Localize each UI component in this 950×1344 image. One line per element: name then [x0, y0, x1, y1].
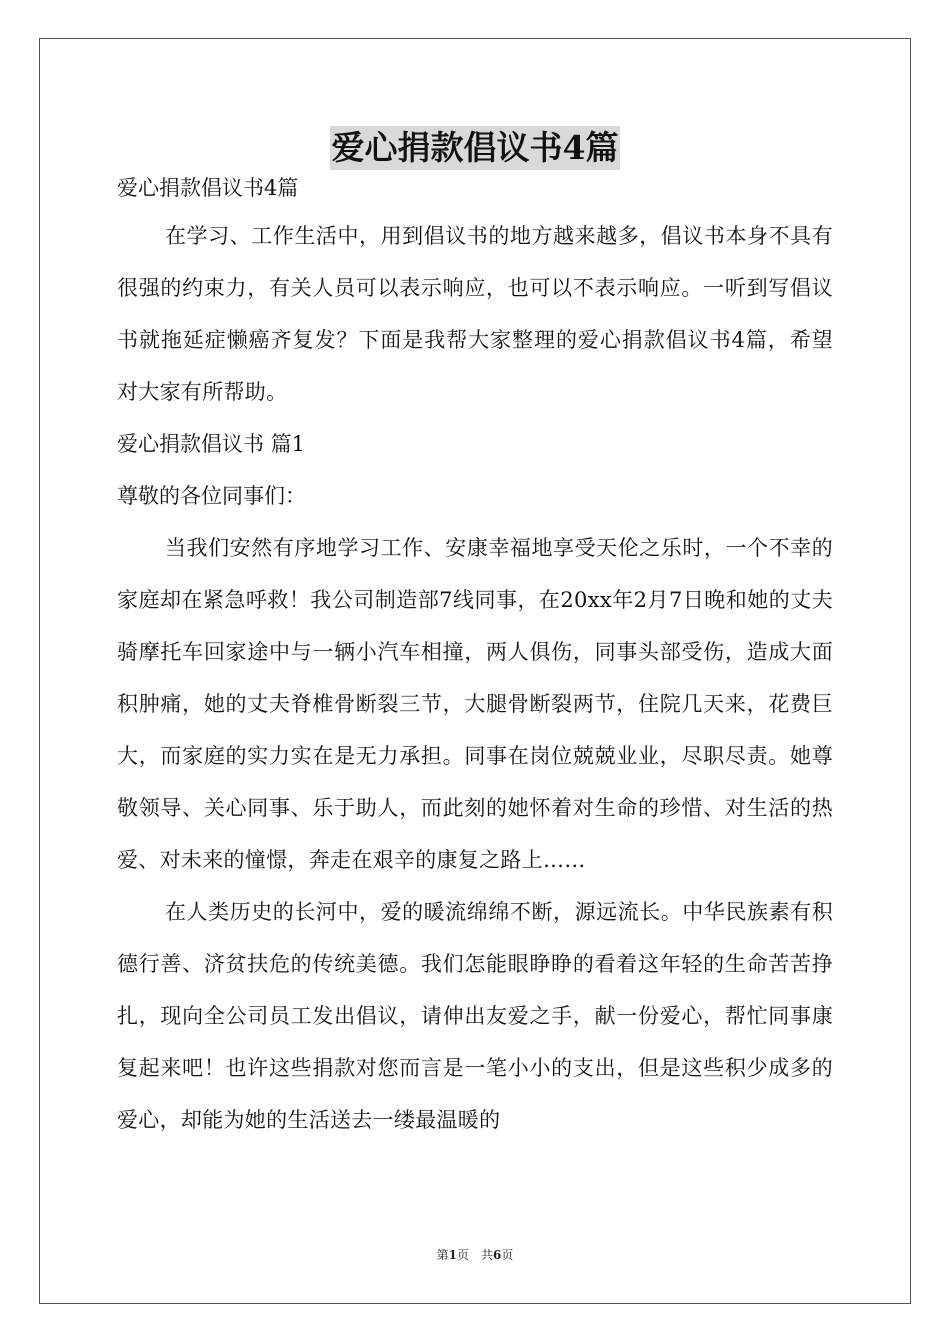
page-suffix: 页 — [501, 1248, 514, 1262]
body-paragraph-2: 在人类历史的长河中，爱的暖流绵绵不断，源远流长。中华民族素有积德行善、济贫扶危的传统美德。我们怎能眼睁睁的看着这年轻的生命苦苦挣扎，现向全公司员工发出倡议，请伸出友爱之手，献一份爱心，帮忙同事康复起来吧！也许这些捐款对您而言是一笔小小的支出，但是这些积少成多的爱心，却能为她的生活送去一缕最温暖的 — [117, 900, 833, 1132]
page-footer — [0, 1246, 950, 1263]
current-page-number: 1 — [448, 1248, 457, 1262]
document-title: 爱心捐款倡议书4篇 — [330, 126, 621, 170]
document-subtitle: 爱心捐款倡议书4篇 — [117, 176, 299, 200]
section-heading: 爱心捐款倡议书 篇1 — [117, 432, 306, 456]
body-paragraph-1: 当我们安然有序地学习工作、安康幸福地享受天伦之乐时，一个不幸的家庭却在紧急呼救！我公司制造部7线同事，在20xx年2月7日晚和她的丈夫骑摩托车回家途中与一辆小汽车相撞，两人俱伤，同事头部受伤，造成大面积肿痛，她的丈夫脊椎骨断裂三节，大腿骨断裂两节，住院几天来，花费巨大，而家庭的实力实在是无力承担。同事在岗位兢兢业业，尽职尽责。她尊敬领导、关心同事、乐于助人，而此刻的她怀着对生命的珍惜、对生活的热爱、对未来的憧憬，奔走在艰辛的康复之路上…… — [117, 536, 833, 872]
title-container — [0, 126, 950, 170]
total-pages-number: 6 — [493, 1248, 502, 1262]
intro-paragraph: 在学习、工作生活中，用到倡议书的地方越来越多，倡议书本身不具有很强的约束力，有关人员可以表示响应，也可以不表示响应。一听到写倡议书就拖延症懒癌齐复发？下面是我帮大家整理的爱心捐款倡议书4篇，希望对大家有所帮助。 — [117, 224, 833, 404]
salutation: 尊敬的各位同事们： — [117, 484, 306, 508]
page-prefix: 第 — [436, 1248, 449, 1262]
document-body — [117, 176, 833, 1146]
page-mid: 页 共 — [456, 1248, 493, 1262]
